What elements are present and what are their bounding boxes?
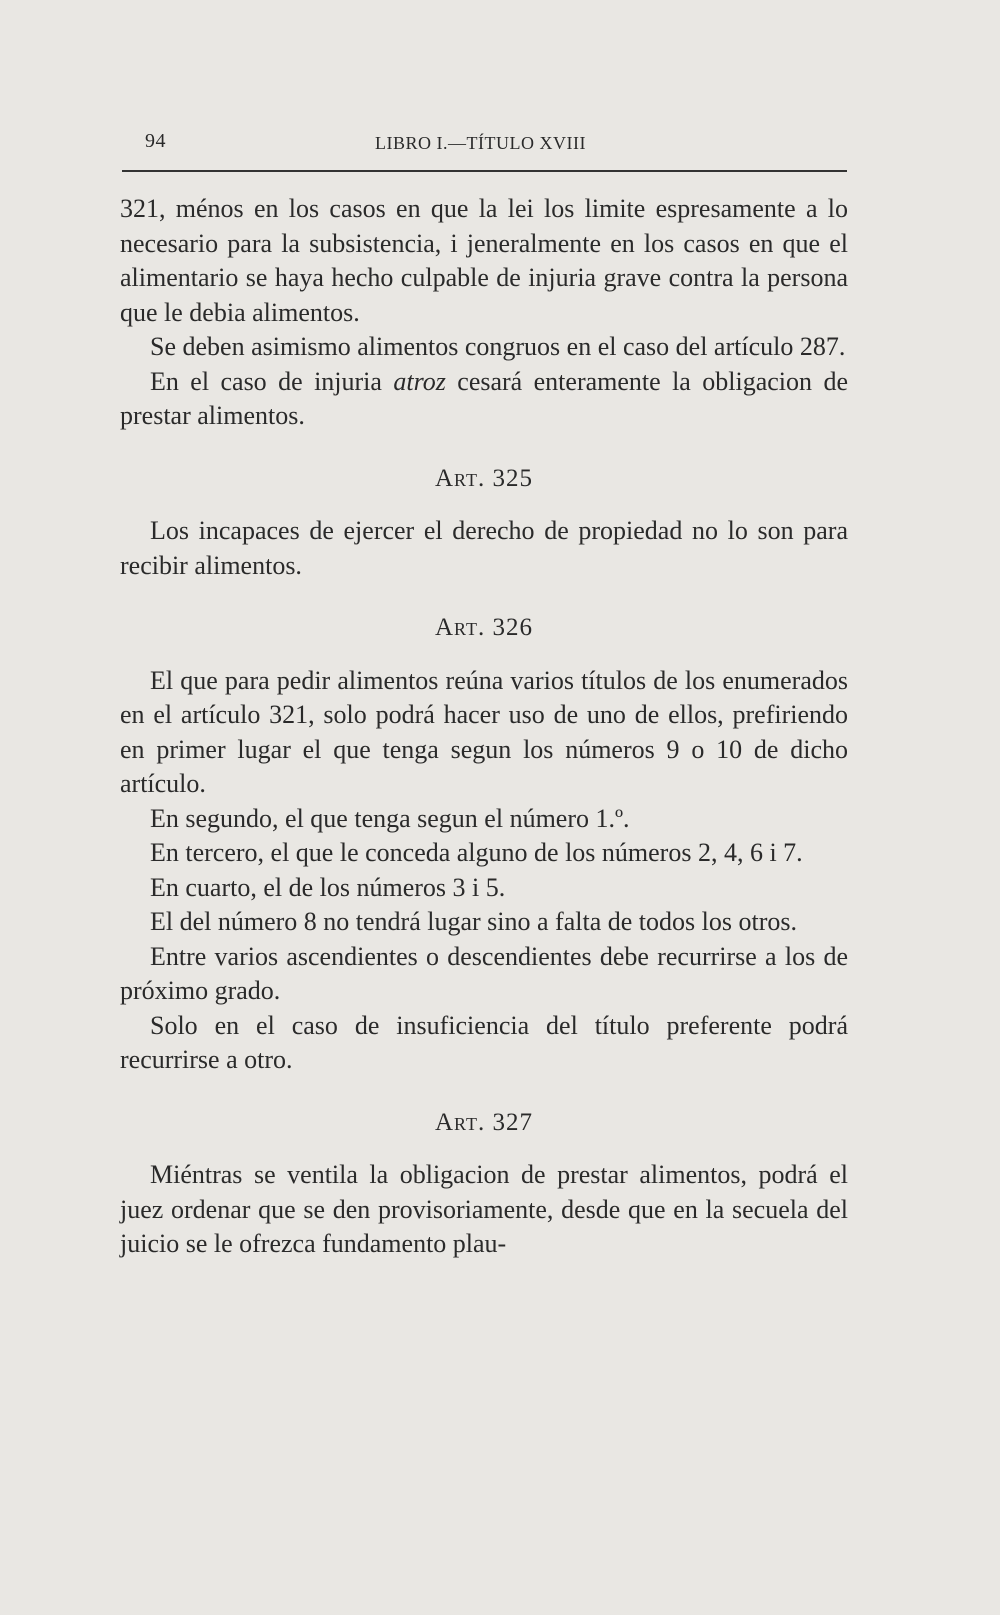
article-heading-325: Art. 325 (435, 464, 533, 492)
running-title: LIBRO I.—TÍTULO XVIII (375, 133, 586, 153)
page-header (145, 130, 845, 158)
paragraph: 321, ménos en los casos en que la lei los limite espresamente a lo necesario para la subsistencia, i jeneralmente en los casos en que el alimentario se haya hecho culpable de injuria grave contra la persona que le debia alimentos. (120, 194, 848, 327)
page-number: 94 (145, 130, 166, 152)
article-heading-327: Art. 327 (435, 1108, 533, 1136)
article-heading-326: Art. 326 (435, 614, 533, 641)
paragraph: Los incapaces de ejercer el derecho de propiedad no lo son para recibir alimentos. (120, 516, 848, 580)
paragraph-atroz (120, 365, 848, 434)
text-span: En el caso de injuria (150, 366, 394, 396)
paragraph: El que para pedir alimentos reúna varios títulos de los enumerados en el artículo 321, solo podrá hacer uso de uno de ellos, prefiriendo en primer lugar el que tenga segun los números 9 o 10 de dicho artículo. (120, 665, 848, 798)
paragraph: Miéntras se ventila la obligacion de prestar alimentos, podrá el juez ordenar que se den provisoriamente, desde que en la secuela del juicio se le ofrezca fundamento plau- (120, 1160, 848, 1258)
header-rule (122, 170, 847, 172)
paragraph: En tercero, el que le conceda alguno de los números 2, 4, 6 i 7. (150, 838, 803, 867)
emphasis-text: atroz (393, 366, 446, 396)
paragraph: Solo en el caso de insuficiencia del título preferente podrá recurrirse a otro. (120, 1010, 848, 1074)
paragraph: Se deben asimismo alimentos congruos en el caso del artículo 287. (150, 332, 846, 361)
paragraph: En cuarto, el de los números 3 i 5. (150, 872, 506, 902)
paragraph: El del número 8 no tendrá lugar sino a falta de todos los otros. (150, 907, 797, 936)
page-body (120, 192, 848, 1262)
text-span: cesará enteramente la obligacion de prestar alimentos. (120, 366, 848, 430)
paragraph: Entre varios ascendientes o descendientes debe recurrirse a los de próximo grado. (120, 941, 848, 1005)
paragraph: En segundo, el que tenga segun el número 1.º. (150, 803, 630, 833)
